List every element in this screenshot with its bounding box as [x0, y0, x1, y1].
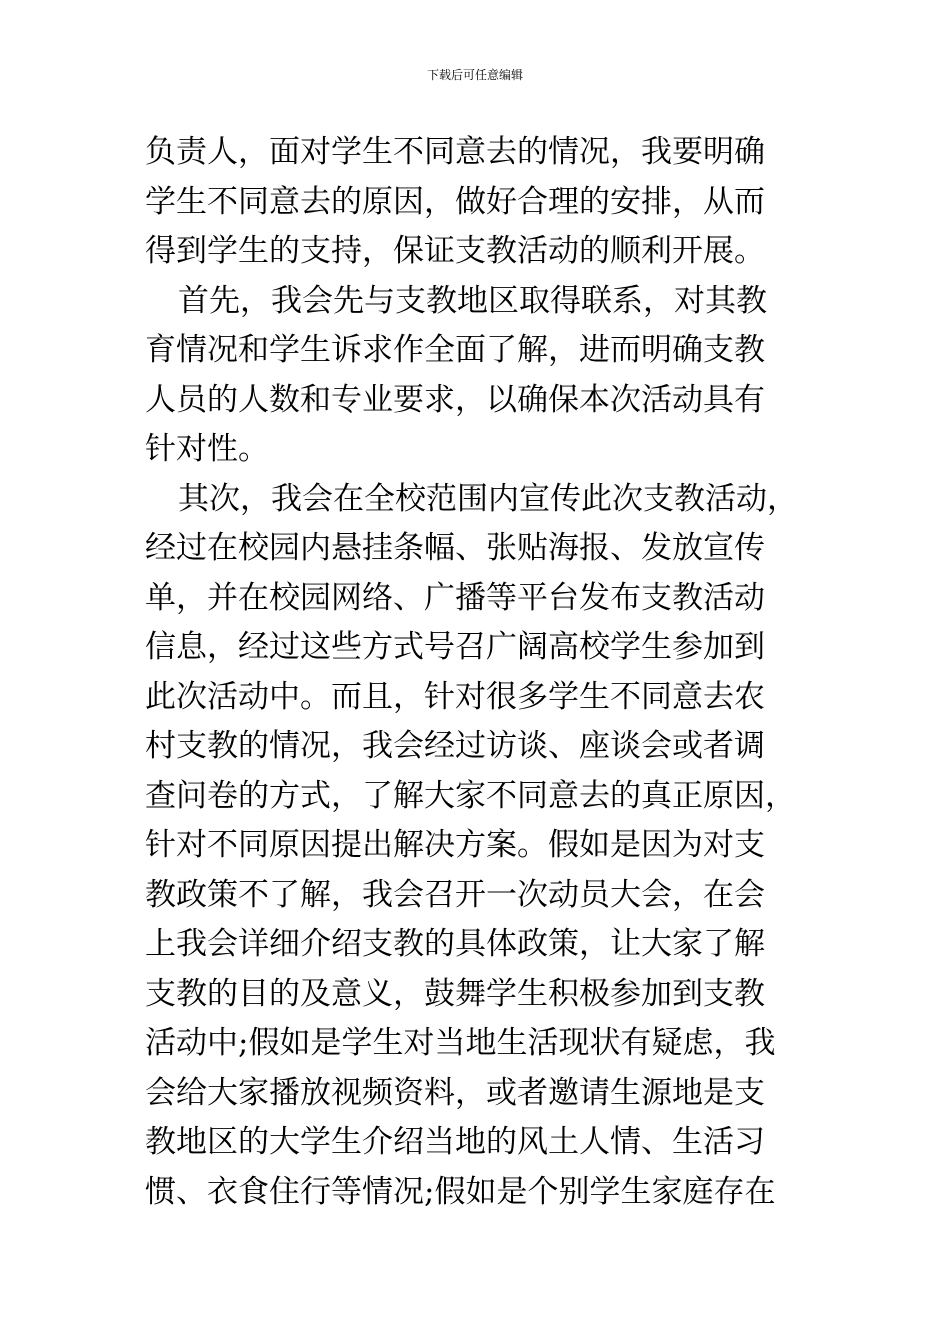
text-line: 活动中;假如是学生对当地生活现状有疑虑，我 [145, 1025, 776, 1061]
paragraph-3 [145, 475, 805, 1218]
text-line: 查问卷的方式，了解大家不同意去的真正原因， [145, 777, 796, 814]
page-header: 下载后可任意编辑 [426, 68, 523, 82]
text-line: 育情况和学生诉求作全面了解，进而明确支教 [145, 332, 765, 368]
text-line: 首先，我会先与支教地区取得联系，对其教 [178, 282, 767, 319]
text-line: 得到学生的支持，保证支教活动的顺利开展。 [145, 233, 765, 269]
paragraph-2 [145, 277, 805, 475]
document-body [145, 128, 805, 1217]
text-line: 单，并在校园网络、广播等平台发布支教活动 [145, 579, 765, 616]
paragraph-1 [145, 128, 805, 277]
text-line: 支教的目的及意义，鼓舞学生积极参加到支教 [145, 975, 765, 1012]
text-line: 针对不同原因提出解决方案。假如是因为对支 [145, 827, 765, 863]
text-line: 上我会详细介绍支教的具体政策，让大家了解 [145, 926, 765, 962]
text-line: 惯、衣食住行等情况;假如是个别学生家庭存在 [145, 1173, 776, 1210]
text-line: 村支教的情况，我会经过访谈、座谈会或者调 [145, 728, 765, 764]
text-line: 人员的人数和专业要求，以确保本次活动具有 [145, 381, 765, 418]
text-line: 教政策不了解，我会召开一次动员大会，在会 [145, 876, 765, 913]
text-line: 教地区的大学生介绍当地的风土人情、生活习 [145, 1124, 765, 1160]
text-line: 信息，经过这些方式号召广阔高校学生参加到 [145, 629, 765, 665]
text-line: 其次，我会在全校范围内宣传此次支教活动， [178, 480, 798, 517]
text-line: 此次活动中。而且，针对很多学生不同意去农 [145, 678, 765, 715]
text-line: 学生不同意去的原因，做好合理的安排，从而 [145, 183, 765, 220]
text-line: 针对性。 [145, 431, 269, 467]
text-line: 会给大家播放视频资料，或者邀请生源地是支 [145, 1074, 765, 1111]
text-line: 负责人，面对学生不同意去的情况，我要明确 [145, 134, 765, 170]
text-line: 经过在校园内悬挂条幅、张贴海报、发放宣传 [145, 530, 765, 566]
